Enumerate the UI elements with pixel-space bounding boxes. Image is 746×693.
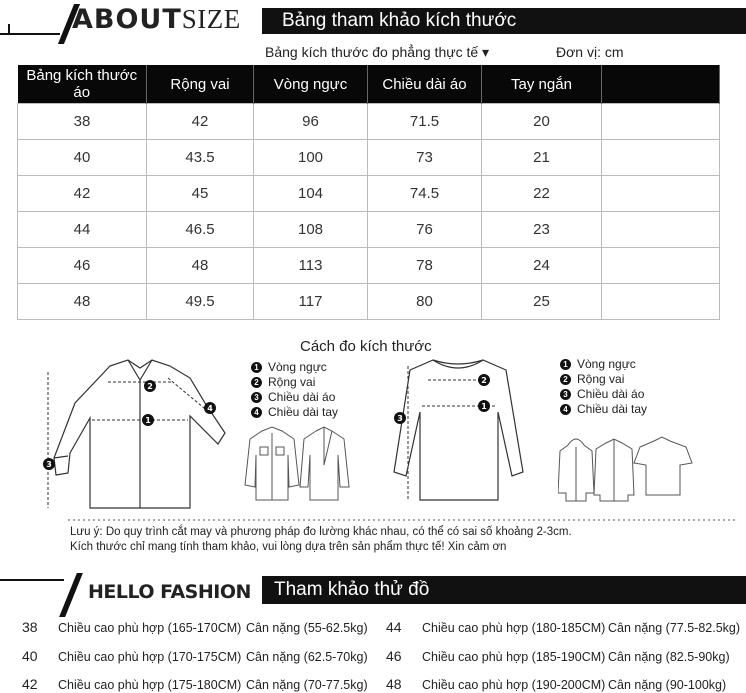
table-cell: 74.5 [368,176,482,212]
marker-1-icon: 1 [251,362,262,373]
legend-label: Chiều dài áo [577,387,645,401]
col-header: Bảng kích thước áo [18,65,147,104]
table-cell [602,248,720,284]
fit-row [22,648,241,665]
table-cell: 49.5 [147,284,254,320]
table-cell: 43.5 [147,140,254,176]
fit-weight: Cân nặng (90-100kg) [608,678,727,692]
table-row [18,284,720,320]
about-light: SIZE [181,4,241,34]
legend-item [251,405,338,420]
legend-label: Rộng vai [268,375,316,389]
fit-size: 46 [386,648,402,664]
fit-row [386,619,605,636]
table-cell: 40 [18,140,147,176]
legend-label: Chiều dài tay [268,405,339,419]
fit-row [386,676,605,693]
table-cell [602,176,720,212]
table-cell: 48 [147,248,254,284]
table-cell: 25 [482,284,602,320]
marker-3-icon: 3 [560,389,571,400]
table-cell: 76 [368,212,482,248]
legend-item [251,390,338,405]
legend-right [560,357,647,417]
footer-title: Tham khảo thử đồ [274,579,430,600]
sweater-measure-diagram [388,352,528,512]
table-header-row [18,65,720,104]
marker-2-icon: 2 [560,374,571,385]
header-tick [8,24,10,34]
measure-title: Cách đo kích thước [300,338,432,355]
svg-text:2: 2 [481,376,487,385]
marker-3-icon: 3 [251,392,262,403]
table-cell [602,104,720,140]
unit-label: Đơn vị: cm [556,44,624,60]
svg-text:4: 4 [207,404,213,413]
size-table [17,65,720,320]
table-row [18,176,720,212]
table-row [18,248,720,284]
legend-item [560,387,647,402]
fit-size: 40 [22,648,38,664]
fit-height: Chiều cao phù hợp (170-175CM) [58,650,242,664]
svg-text:1: 1 [145,416,151,425]
legend-item [560,402,647,417]
table-cell: 24 [482,248,602,284]
fit-height: Chiều cao phù hợp (185-190CM) [422,650,606,664]
fit-size: 48 [386,676,402,692]
shirt-measure-diagram [40,358,250,518]
table-cell: 73 [368,140,482,176]
fit-weight: Cân nặng (55-62.5kg) [246,621,368,635]
table-row [18,140,720,176]
footer-rule [0,579,64,581]
jacket-sketch-icons [244,425,354,505]
disclaimer-note [70,525,572,555]
legend-item [251,375,338,390]
legend-item [560,372,647,387]
table-cell: 22 [482,176,602,212]
table-cell: 42 [147,104,254,140]
fit-row [22,619,241,636]
table-cell: 21 [482,140,602,176]
fit-height: Chiều cao phù hợp (180-185CM) [422,621,606,635]
about-size-logo [72,4,241,35]
table-cell: 96 [254,104,368,140]
fit-size: 42 [22,676,38,692]
svg-text:1: 1 [481,402,487,411]
fit-weight: Cân nặng (62.5-70kg) [246,650,368,664]
fit-height: Chiều cao phù hợp (190-200CM) [422,678,606,692]
fit-height: Chiều cao phù hợp (165-170CM) [58,621,242,635]
legend-label: Chiều dài tay [577,402,648,416]
legend-item [251,360,338,375]
fit-row [386,648,605,665]
note-line-2: Kích thước chỉ mang tính tham khảo, vui lòng dựa trên sản phẩm thực tế! Xin cảm ơn [70,541,507,553]
table-cell: 117 [254,284,368,320]
col-header: Vòng ngực [254,65,368,104]
brand-logo: HELLO FASHION [88,581,251,603]
svg-text:2: 2 [147,382,153,391]
table-cell [602,284,720,320]
table-cell: 80 [368,284,482,320]
svg-text:3: 3 [46,460,52,469]
fit-weight: Cân nặng (82.5-90kg) [608,650,730,664]
table-cell: 44 [18,212,147,248]
table-cell [602,212,720,248]
legend-label: Vòng ngực [268,360,327,374]
table-cell: 42 [18,176,147,212]
about-bold: ABOUT [72,4,182,35]
note-divider [68,518,738,522]
table-cell: 48 [18,284,147,320]
table-cell: 46.5 [147,212,254,248]
table-cell: 78 [368,248,482,284]
fit-size: 44 [386,619,402,635]
col-header: Chiều dài áo [368,65,482,104]
table-cell [602,140,720,176]
table-cell: 46 [18,248,147,284]
table-row [18,212,720,248]
table-cell: 104 [254,176,368,212]
table-row [18,104,720,140]
svg-text:3: 3 [397,414,403,423]
legend-item [560,357,647,372]
marker-2-icon: 2 [251,377,262,388]
marker-4-icon: 4 [251,407,262,418]
legend-label: Vòng ngực [577,357,636,371]
legend-left [251,360,338,420]
fit-size: 38 [22,619,38,635]
table-cell: 20 [482,104,602,140]
note-line-1: Lưu ý: Do quy trình cắt may và phương pháp đo lường khác nhau, có thể có sai số khoảng 2-3cm. [70,526,572,538]
fit-height: Chiều cao phù hợp (175-180CM) [58,678,242,692]
table-cell: 113 [254,248,368,284]
hoodie-cardigan-tee-icons [558,433,708,505]
fit-weight: Cân nặng (70-77.5kg) [246,678,368,692]
marker-4-icon: 4 [560,404,571,415]
col-header: Tay ngắn [482,65,602,104]
header-title: Bảng tham khảo kích thước [282,10,517,31]
table-cell: 45 [147,176,254,212]
col-header: Rộng vai [147,65,254,104]
table-cell: 108 [254,212,368,248]
fit-row [22,676,241,693]
table-cell: 100 [254,140,368,176]
fit-weight: Cân nặng (77.5-82.5kg) [608,621,741,635]
legend-label: Chiều dài áo [268,390,336,404]
legend-label: Rộng vai [577,372,625,386]
marker-1-icon: 1 [560,359,571,370]
col-header [602,65,720,104]
table-cell: 38 [18,104,147,140]
table-cell: 71.5 [368,104,482,140]
table-cell: 23 [482,212,602,248]
table-caption: Bảng kích thước đo phẳng thực tế ▾ [265,44,490,60]
